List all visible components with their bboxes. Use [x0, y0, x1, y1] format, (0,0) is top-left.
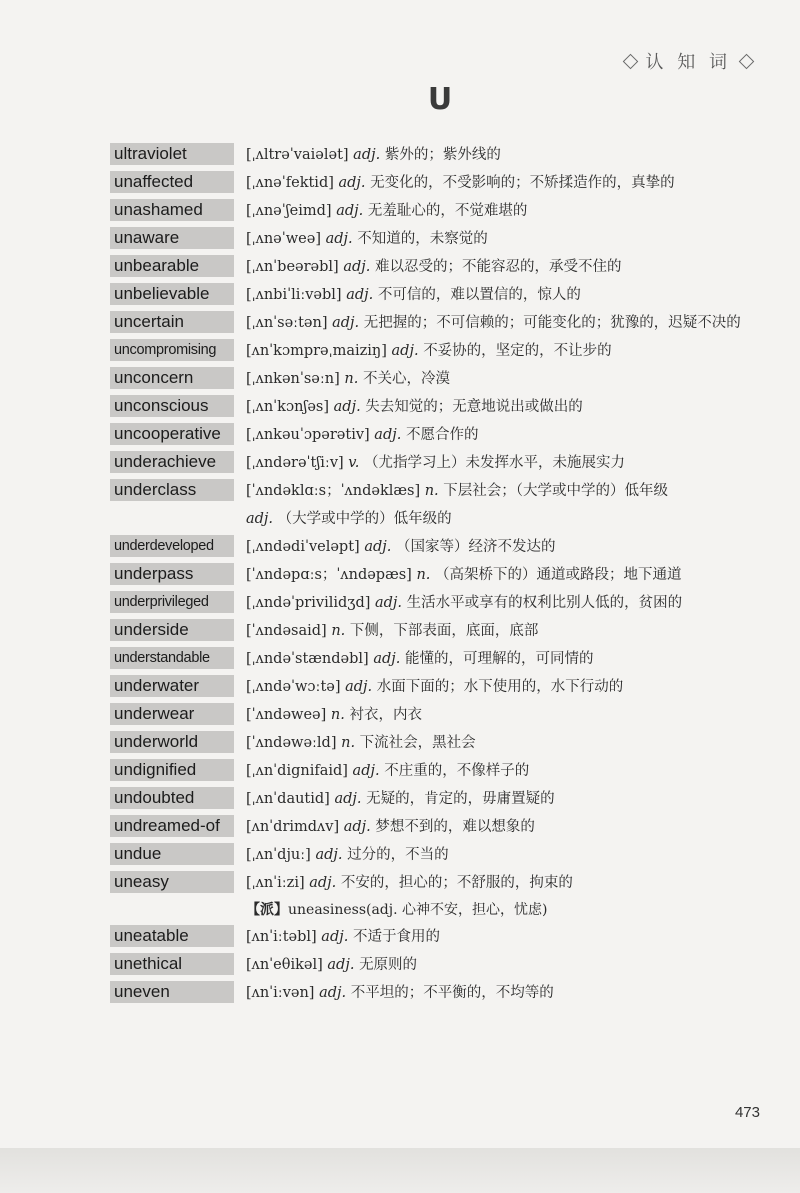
pronunciation: [ˌʌndəˈstændəbl]	[246, 651, 369, 667]
part-of-speech: adj.	[391, 343, 419, 359]
dictionary-entry	[110, 365, 770, 393]
definition	[246, 533, 770, 561]
pronunciation: [ʌnˈiːtəbl]	[246, 929, 317, 945]
meaning: 下流社会，黑社会	[359, 735, 476, 751]
meaning: 水面下面的；水下使用的，水下行动的	[376, 679, 624, 695]
headword: uneven	[110, 981, 234, 1003]
pronunciation: [ˌʌnˈiːzi]	[246, 875, 305, 891]
definition	[246, 393, 770, 421]
definition	[246, 979, 770, 1007]
part-of-speech: adj.	[336, 203, 364, 219]
definition	[246, 477, 770, 533]
pronunciation: [ʌnˈdrimdʌv]	[246, 819, 340, 835]
meaning-2: （大学或中学的）低年级的	[277, 511, 452, 527]
meaning: 不可信的，难以置信的，惊人的	[377, 287, 581, 303]
headword: underside	[110, 619, 234, 641]
dictionary-entry	[110, 477, 770, 533]
meaning: 衬衣，内衣	[349, 707, 422, 723]
definition	[246, 869, 770, 923]
headword: undoubted	[110, 787, 234, 809]
headword: unaware	[110, 227, 234, 249]
pronunciation: [ˌʌnˈdautid]	[246, 791, 330, 807]
part-of-speech: adj.	[345, 679, 373, 695]
definition	[246, 813, 770, 841]
part-of-speech: n.	[331, 623, 346, 639]
definition	[246, 729, 770, 757]
pronunciation: [ˌʌltrəˈvaiələt]	[246, 147, 349, 163]
headword: underclass	[110, 479, 234, 501]
dictionary-entry	[110, 951, 770, 979]
meaning: 无原则的	[359, 957, 418, 973]
dictionary-entry	[110, 169, 770, 197]
headword: uncertain	[110, 311, 234, 333]
headword: uncompromising	[110, 339, 234, 361]
meaning: 无把握的；不可信赖的；可能变化的；犹豫的，迟疑不决的	[363, 315, 741, 331]
page-number: 473	[734, 1104, 760, 1121]
dictionary-entry	[110, 645, 770, 673]
part-of-speech: adj.	[321, 929, 349, 945]
meaning: 不庄重的，不像样子的	[384, 763, 530, 779]
dictionary-entry	[110, 869, 770, 923]
headword: undue	[110, 843, 234, 865]
headword: understandable	[110, 647, 234, 669]
definition	[246, 281, 770, 309]
meaning: 不妥协的，坚定的，不让步的	[423, 343, 612, 359]
dictionary-entry	[110, 561, 770, 589]
pronunciation: [ˈʌndəwəːld]	[246, 735, 337, 751]
letter-heading: U	[427, 82, 453, 117]
derivative	[246, 897, 770, 923]
definition	[246, 841, 770, 869]
dictionary-entry	[110, 393, 770, 421]
pronunciation: [ˌʌnəˈfektid]	[246, 175, 334, 191]
headword: unbelievable	[110, 283, 234, 305]
part-of-speech: n.	[344, 371, 359, 387]
meaning: 不关心，冷漠	[362, 371, 450, 387]
dictionary-entry	[110, 281, 770, 309]
dictionary-entry	[110, 813, 770, 841]
pronunciation: [ˌʌnˈdjuː]	[246, 847, 311, 863]
definition	[246, 589, 770, 617]
part-of-speech: adj.	[346, 287, 374, 303]
headword: uncooperative	[110, 423, 234, 445]
meaning: （尤指学习上）未发挥水平，未施展实力	[363, 455, 625, 471]
headword: unconcern	[110, 367, 234, 389]
diamond-icon-right	[739, 53, 755, 69]
headword: uneasy	[110, 871, 234, 893]
dictionary-entry	[110, 421, 770, 449]
pronunciation: [ˌʌnkəuˈɔpərətiv]	[246, 427, 370, 443]
meaning: 生活水平或享有的权利比别人低的，贫困的	[406, 595, 683, 611]
headword: undignified	[110, 759, 234, 781]
headword: undreamed-of	[110, 815, 234, 837]
meaning: 梦想不到的，难以想象的	[375, 819, 535, 835]
dictionary-entry	[110, 253, 770, 281]
headword: unethical	[110, 953, 234, 975]
definition	[246, 951, 770, 979]
pronunciation: [ˌʌndədiˈveləpt]	[246, 539, 360, 555]
part-of-speech: adj.	[319, 985, 347, 1001]
part-of-speech: adj.	[373, 651, 401, 667]
meaning: 不平坦的；不平衡的，不均等的	[350, 985, 554, 1001]
part-of-speech: adj.	[375, 595, 403, 611]
dictionary-entry	[110, 979, 770, 1007]
part-of-speech: adj.	[334, 791, 362, 807]
pronunciation: [ˈʌndəklɑːs；ˈʌndəklæs]	[246, 483, 421, 499]
pronunciation: [ˌʌnˈdignifaid]	[246, 763, 348, 779]
part-of-speech: adj.	[338, 175, 366, 191]
definition	[246, 701, 770, 729]
meaning: 无变化的，不受影响的；不矫揉造作的，真挚的	[370, 175, 675, 191]
definition	[246, 253, 770, 281]
part-of-speech: adj.	[353, 147, 381, 163]
headword: unashamed	[110, 199, 234, 221]
meaning: 无羞耻心的，不觉难堪的	[367, 203, 528, 219]
page-shadow	[0, 1148, 800, 1193]
entry-list	[110, 141, 770, 1007]
definition	[246, 337, 770, 365]
part-of-speech: v.	[348, 455, 360, 471]
meaning: 不安的，担心的；不舒服的，拘束的	[340, 875, 573, 891]
part-of-speech: adj.	[343, 819, 371, 835]
dictionary-entry	[110, 757, 770, 785]
meaning: 不适于食用的	[352, 929, 440, 945]
derivative-tag: 【派】	[246, 902, 288, 918]
dictionary-entry	[110, 337, 770, 365]
dictionary-entry	[110, 449, 770, 477]
meaning: 不愿合作的	[405, 427, 479, 443]
meaning: 无疑的，肯定的，毋庸置疑的	[366, 791, 555, 807]
part-of-speech: n.	[341, 735, 356, 751]
pronunciation: [ˌʌnbiˈliːvəbl]	[246, 287, 342, 303]
pronunciation: [ˌʌnˈkɔnʃəs]	[246, 399, 330, 415]
part-of-speech: adj.	[333, 399, 361, 415]
part-of-speech: adj.	[352, 763, 380, 779]
pronunciation: [ʌnˈkɔmprəˌmaiziŋ]	[246, 343, 387, 359]
dictionary-entry	[110, 617, 770, 645]
dictionary-entry	[110, 673, 770, 701]
headword: underprivileged	[110, 591, 234, 613]
part-of-speech: n.	[424, 483, 439, 499]
definition	[246, 197, 770, 225]
definition	[246, 561, 770, 589]
definition	[246, 923, 770, 951]
headword: underachieve	[110, 451, 234, 473]
dictionary-entry	[110, 225, 770, 253]
dictionary-entry	[110, 533, 770, 561]
pronunciation: [ˈʌndəweə]	[246, 707, 327, 723]
meaning: （高架桥下的）通道或路段；地下通道	[435, 567, 682, 583]
pronunciation: [ˌʌndəˈwɔːtə]	[246, 679, 341, 695]
definition	[246, 617, 770, 645]
definition	[246, 757, 770, 785]
pronunciation: [ˌʌnəˈʃeimd]	[246, 203, 332, 219]
part-of-speech: adj.	[343, 259, 371, 275]
dictionary-entry	[110, 197, 770, 225]
headword: unconscious	[110, 395, 234, 417]
headword: underwater	[110, 675, 234, 697]
diamond-icon-left	[622, 53, 638, 69]
definition	[246, 365, 770, 393]
headword: unaffected	[110, 171, 234, 193]
pronunciation: [ˈʌndəsaid]	[246, 623, 327, 639]
meaning: 过分的，不当的	[347, 847, 449, 863]
part-of-speech: adj.	[325, 231, 353, 247]
headword: uneatable	[110, 925, 234, 947]
part-of-speech: adj.	[315, 847, 343, 863]
headword: underworld	[110, 731, 234, 753]
part-of-speech: adj.	[327, 957, 355, 973]
part-of-speech: adj.	[309, 875, 337, 891]
pronunciation: [ˌʌnkənˈsəːn]	[246, 371, 340, 387]
meaning: 失去知觉的；无意地说出或做出的	[365, 399, 583, 415]
headword: underwear	[110, 703, 234, 725]
dictionary-entry	[110, 841, 770, 869]
pronunciation: [ʌnˈiːvən]	[246, 985, 315, 1001]
definition	[246, 645, 770, 673]
part-of-speech: n.	[416, 567, 431, 583]
definition	[246, 225, 770, 253]
part-of-speech: adj.	[374, 427, 402, 443]
dictionary-entry	[110, 785, 770, 813]
definition	[246, 309, 770, 337]
meaning: 不知道的，未察觉的	[357, 231, 488, 247]
pronunciation: [ʌnˈeθikəl]	[246, 957, 323, 973]
dictionary-entry	[110, 141, 770, 169]
section-header	[619, 48, 758, 74]
headword: ultraviolet	[110, 143, 234, 165]
definition	[246, 169, 770, 197]
headword: underdeveloped	[110, 535, 234, 557]
meaning: 下层社会；（大学或中学的）低年级	[443, 483, 669, 499]
definition	[246, 785, 770, 813]
pronunciation: [ˌʌndəˈprivilidʒd]	[246, 595, 371, 611]
meaning: 紫外的；紫外线的	[384, 147, 501, 163]
pronunciation: [ˌʌnˈbeərəbl]	[246, 259, 339, 275]
dictionary-entry	[110, 309, 770, 337]
pronunciation: [ˌʌndərəˈtʃiːv]	[246, 455, 344, 471]
pronunciation: [ˌʌnˈsəːtən]	[246, 315, 328, 331]
part-of-speech-2: adj.	[246, 511, 274, 527]
definition	[246, 141, 770, 169]
dictionary-entry	[110, 701, 770, 729]
part-of-speech: adj.	[364, 539, 392, 555]
part-of-speech: n.	[330, 707, 345, 723]
derivative-text: uneasiness(adj. 心神不安，担心，忧虑)	[288, 902, 548, 918]
meaning: 能懂的，可理解的，可同情的	[404, 651, 594, 667]
meaning: （国家等）经济不发达的	[395, 539, 556, 555]
dictionary-entry	[110, 589, 770, 617]
headword: unbearable	[110, 255, 234, 277]
pronunciation: [ˌʌnəˈweə]	[246, 231, 321, 247]
definition	[246, 449, 770, 477]
dictionary-entry	[110, 923, 770, 951]
dictionary-entry	[110, 729, 770, 757]
pronunciation: [ˈʌndəpɑːs；ˈʌndəpæs]	[246, 567, 412, 583]
meaning: 难以忍受的；不能容忍的，承受不住的	[374, 259, 622, 275]
definition	[246, 673, 770, 701]
part-of-speech: adj.	[332, 315, 360, 331]
headword: underpass	[110, 563, 234, 585]
meaning: 下侧，下部表面，底面，底部	[349, 623, 539, 639]
definition	[246, 421, 770, 449]
section-title: 认 知 词	[645, 52, 731, 73]
